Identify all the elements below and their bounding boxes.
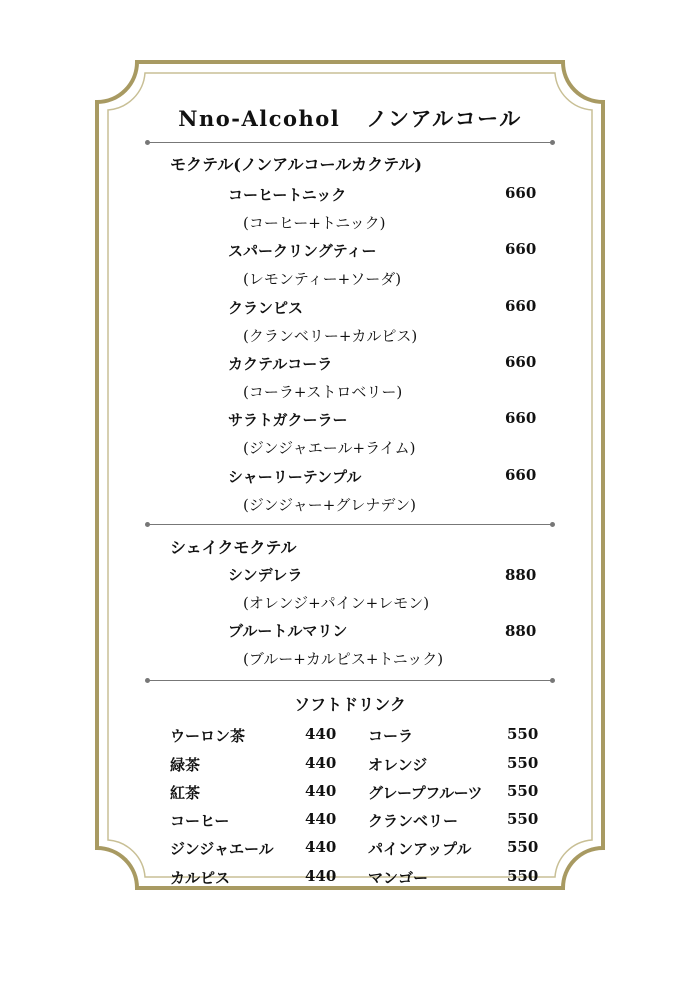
- menu-item-price: 660: [505, 240, 537, 258]
- separator: [147, 524, 553, 525]
- menu-item-price: 880: [505, 622, 537, 640]
- soft-drink-price: 550: [507, 838, 539, 856]
- menu-item-price: 660: [505, 184, 537, 202]
- soft-drink-name: クランベリー: [368, 812, 459, 830]
- menu-item-name: シャーリーテンプル: [228, 468, 362, 486]
- soft-drink-name: カルピス: [170, 869, 231, 887]
- menu-item-description: (コーヒー+トニック): [243, 214, 386, 232]
- soft-drink-price: 550: [507, 867, 539, 885]
- menu-item-description: (レモンティー+ソーダ): [243, 270, 402, 288]
- soft-drink-price: 550: [507, 725, 539, 743]
- soft-drink-name: コーヒー: [170, 812, 230, 830]
- title-japanese: ノンアルコール: [366, 106, 522, 131]
- menu-item-description: (ジンジャエール+ライム): [243, 439, 416, 457]
- menu-item-name: カクテルコーラ: [228, 355, 333, 373]
- soft-drink-price: 440: [305, 754, 337, 772]
- menu-item-price: 660: [505, 297, 537, 315]
- soft-drink-price: 550: [507, 810, 539, 828]
- soft-drink-name: 紅茶: [170, 784, 201, 802]
- soft-drink-price: 440: [305, 867, 337, 885]
- section-heading-soft-drinks: ソフトドリンク: [294, 695, 406, 714]
- menu-item-name: シンデレラ: [228, 566, 303, 584]
- soft-drink-name: マンゴー: [368, 869, 429, 887]
- menu-item-price: 660: [505, 466, 537, 484]
- soft-drink-price: 440: [305, 782, 337, 800]
- menu-title: [0, 103, 700, 133]
- menu-item-description: (オレンジ+パイン+レモン): [243, 594, 430, 612]
- soft-drink-price: 440: [305, 725, 337, 743]
- menu-item-description: (クランベリー+カルピス): [243, 327, 418, 345]
- menu-item-price: 880: [505, 566, 537, 584]
- menu-item-price: 660: [505, 353, 537, 371]
- menu-item-name: スパークリングティー: [228, 242, 377, 260]
- menu-item-description: (ジンジャー+グレナデン): [243, 496, 416, 514]
- soft-drink-name: コーラ: [368, 727, 414, 745]
- soft-drink-price: 550: [507, 782, 539, 800]
- menu-item-description: (ブルー+カルピス+トニック): [243, 650, 444, 668]
- soft-drink-price: 440: [305, 810, 337, 828]
- section-heading-mocktails: モクテル(ノンアルコールカクテル): [170, 155, 422, 174]
- soft-drink-name: ウーロン茶: [170, 727, 246, 745]
- soft-drink-name: ジンジャエール: [170, 840, 274, 858]
- menu-item-description: (コーラ+ストロベリー): [243, 383, 403, 401]
- soft-drink-name: 緑茶: [170, 756, 201, 774]
- menu-item-name: サラトガクーラー: [228, 411, 348, 429]
- soft-drink-price: 440: [305, 838, 337, 856]
- soft-drink-name: パインアップル: [368, 840, 472, 858]
- separator: [147, 680, 553, 681]
- soft-drink-name: グレープフルーツ: [368, 784, 483, 802]
- soft-drink-price: 550: [507, 754, 539, 772]
- menu-item-name: コーヒートニック: [228, 186, 347, 204]
- section-heading-shake: シェイクモクテル: [170, 538, 297, 557]
- menu-item-price: 660: [505, 409, 537, 427]
- menu-item-name: ブルートルマリン: [228, 622, 348, 640]
- menu-item-name: クランピス: [228, 299, 304, 317]
- separator: [147, 142, 553, 143]
- title-english: Nno-Alcohol: [178, 106, 341, 131]
- soft-drink-name: オレンジ: [368, 756, 428, 774]
